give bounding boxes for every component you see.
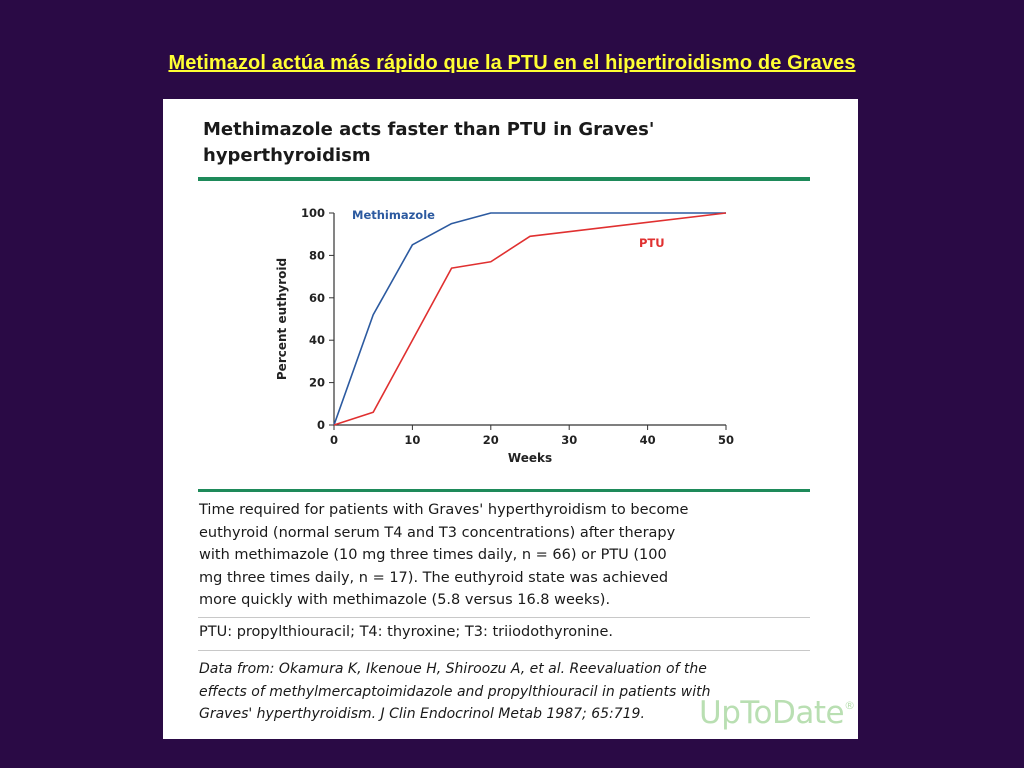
caption-divider: [198, 489, 810, 492]
figure-title-line-1: Methimazole acts faster than PTU in Graves': [203, 119, 655, 140]
figure-card: [163, 99, 858, 739]
x-tick-label: 50: [717, 433, 735, 447]
series-label-ptu: PTU: [639, 236, 665, 250]
chart-labels: [275, 206, 734, 465]
y-tick-label: 20: [308, 375, 325, 390]
x-tick-label: 30: [561, 433, 578, 447]
slide-title: Metimazol actúa más rápido que la PTU en el hipertiroidismo de Graves: [168, 52, 856, 74]
source-divider: [198, 650, 810, 651]
caption-line: more quickly with methimazole (5.8 versus 16.8 weeks).: [199, 592, 611, 608]
chart-axes: [329, 213, 726, 430]
y-axis-label: Percent euthyroid: [275, 257, 289, 381]
series-label-methimazole: Methimazole: [352, 208, 435, 222]
series-line-methimazole: [334, 213, 726, 425]
abbreviations: PTU: propylthiouracil; T4: thyroxine; T3: triiodothyronine.: [199, 624, 614, 640]
x-tick-label: 0: [329, 433, 339, 447]
x-tick-label: 10: [404, 433, 421, 447]
caption-line: with methimazole (10 mg three times daily, n = 66) or PTU (100: [199, 547, 667, 563]
figure-title-line-2: hyperthyroidism: [203, 145, 371, 166]
series-line-ptu: [334, 213, 726, 425]
caption-line: euthyroid (normal serum T4 and T3 concentrations) after therapy: [199, 524, 676, 541]
y-tick-label: 40: [308, 333, 325, 348]
x-tick-label: 40: [639, 433, 656, 447]
figure-caption: [199, 499, 811, 612]
y-tick-label: 80: [308, 248, 325, 263]
caption-line: Time required for patients with Graves' hyperthyroidism to become: [199, 502, 689, 518]
caption-line: mg three times daily, n = 17). The euthyroid state was achieved: [199, 569, 669, 586]
source-line: Data from: Okamura K, Ikenoue H, Shiroozu A, et al. Reevaluation of the: [199, 661, 707, 677]
source-line: effects of methylmercaptoimidazole and propylthiouracil in patients with: [199, 683, 711, 700]
chart-series: [334, 213, 726, 425]
line-chart: [163, 99, 858, 479]
registered-mark: ®: [844, 699, 855, 712]
uptodate-logo: [699, 695, 855, 731]
y-tick-label: 100: [300, 206, 325, 220]
source-line: Graves' hyperthyroidism. J Clin Endocrinol Metab 1987; 65:719.: [199, 706, 645, 722]
abbrev-divider: [198, 617, 810, 618]
y-tick-label: 0: [316, 418, 325, 432]
x-tick-label: 20: [482, 433, 499, 447]
logo-text: UpToDate: [699, 695, 845, 731]
y-tick-label: 60: [308, 290, 325, 305]
x-axis-label: Weeks: [507, 451, 553, 465]
